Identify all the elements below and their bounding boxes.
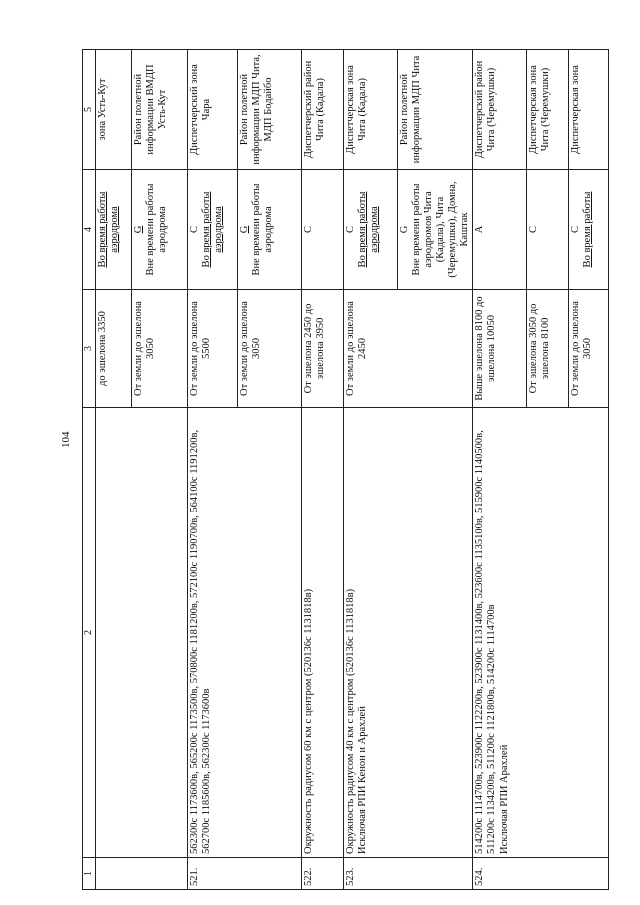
cell-class: С — [302, 170, 344, 290]
airspace-table — [82, 49, 609, 890]
cell-description: Окружность радиусом 60 км с центром (520136с 1131818в) — [302, 408, 344, 858]
table-row — [302, 50, 344, 890]
cell-class: Во время работы аэродрома — [96, 170, 132, 290]
cell-altitude: От эшелона 2450 до эшелона 3950 — [302, 290, 344, 408]
cell-altitude: От земли до эшелона 3050 — [238, 290, 302, 408]
cell-description: Окружность радиусом 40 км с центром (520136с 1131818в) Исключая РПИ Кенон и Арахлей — [344, 408, 473, 858]
header-col-3: 3 — [83, 290, 96, 408]
header-col-2: 2 — [83, 408, 96, 858]
cell-altitude: От земли до эшелона 2450 — [344, 290, 473, 408]
header-col-4: 4 — [83, 170, 96, 290]
cell-altitude: Выше эшелона 8100 до эшелона 10050 — [473, 290, 527, 408]
cell-class: С Во время работы — [569, 170, 609, 290]
cell-unit: Диспетчерский район Чита (Черемушки) — [473, 50, 527, 170]
header-col-1: 1 — [83, 858, 96, 890]
cell-number: 523. — [344, 858, 473, 890]
header-col-5: 5 — [83, 50, 96, 170]
cell-altitude: От эшелона 3050 до эшелона 8100 — [527, 290, 569, 408]
cell-coordinates: 562300с 1173600в, 565200с 1173500в, 570800с 1181200в, 572100с 1190700в, 564100с 1191200в, 562700с 1185600в, 562300с 1173600в — [188, 408, 302, 858]
cell-class: С Во время работы аэродрома — [188, 170, 238, 290]
cell-altitude: От земли до эшелона 3050 — [132, 290, 188, 408]
cell-unit: Диспетчерская зона Чита (Черемушки) — [527, 50, 569, 170]
cell-class: G Вне времени работы аэродрома — [238, 170, 302, 290]
cell-unit: Диспетчерская зона — [569, 50, 609, 170]
cell-unit: Диспетчерский зона Чара — [188, 50, 238, 170]
cell-coordinates: 514200с 1114700в, 523900с 1122200в, 523900с 1131400в, 523600с 1135100в, 515900с 1140500в, 511200с 1134200в, 511200с 1121800в, 514200с 1114700в Исключая РПИ Арахлей — [473, 408, 609, 858]
cell-unit: зона Усть-Кут — [96, 50, 132, 170]
cell-class: G Вне времени работы аэродрома — [132, 170, 188, 290]
header-row — [83, 50, 96, 890]
cell-class: А — [473, 170, 527, 290]
cell-altitude: до эшелона 3350 — [96, 290, 132, 408]
cell-unit: Район полетной информации МДП Чита, МДП Бодайбо — [238, 50, 302, 170]
cell-empty — [96, 408, 188, 858]
cell-unit: Район полетной информации МДП Чита — [398, 50, 473, 170]
cell-number: 522. — [302, 858, 344, 890]
page-number: 104 — [60, 431, 72, 448]
cell-class: С — [527, 170, 569, 290]
cell-class: G Вне времени работы аэродромов Чита (Кадала), Чита (Черемушки), Домна, Каштак — [398, 170, 473, 290]
table-row — [344, 50, 398, 890]
cell-unit: Диспетчерский район Чита (Кадала) — [302, 50, 344, 170]
cell-altitude: От земли до эшелона 5500 — [188, 290, 238, 408]
rotated-table-wrapper — [82, 50, 634, 890]
table-row — [473, 50, 527, 890]
cell-class: С Во время работы аэродрома — [344, 170, 398, 290]
cell-altitude: От земли до эшелона 3050 — [569, 290, 609, 408]
cell-number: 524. — [473, 858, 609, 890]
cell-number: 521. — [188, 858, 302, 890]
cell-unit: Район полетной информации ВМДП Усть-Кут — [132, 50, 188, 170]
table-row — [188, 50, 238, 890]
cell-unit: Диспетчерская зона Чита (Кадала) — [344, 50, 398, 170]
cell-empty — [96, 858, 188, 890]
table-row — [96, 50, 132, 890]
